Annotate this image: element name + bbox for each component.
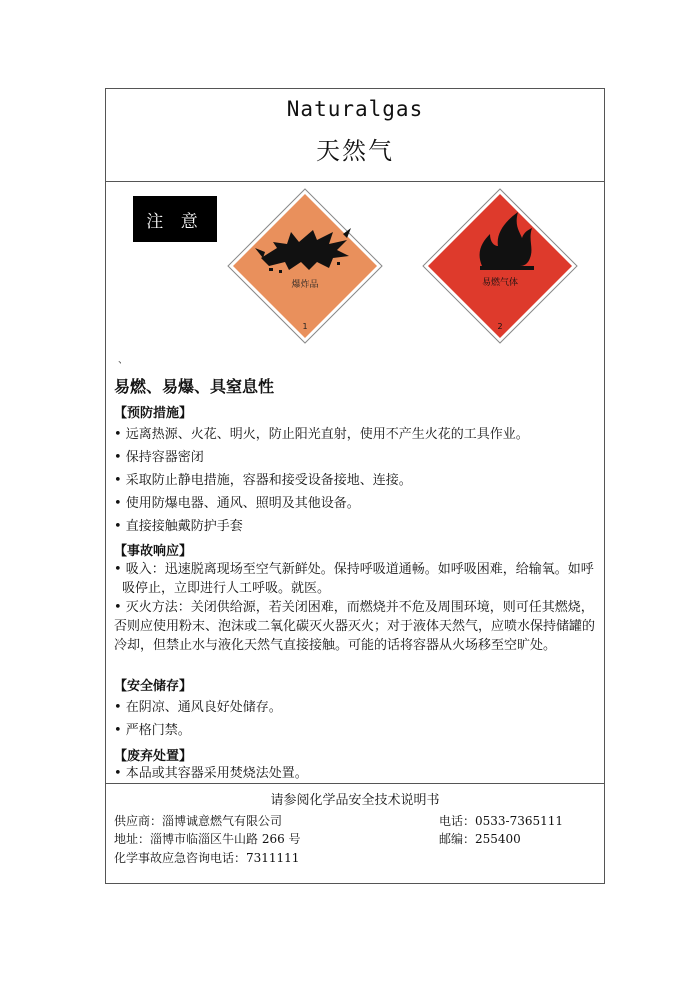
emergency-phone: 化学事故应急咨询电话：7311111 <box>114 851 300 865</box>
prevention-item: • 使用防爆电器、通风、照明及其他设备。 <box>114 496 360 511</box>
prevention-item: • 采取防止静电措施，容器和接受设备接地、连接。 <box>114 473 412 488</box>
flammable-gas-hazard-sign <box>420 186 580 346</box>
storage-item: • 在阴凉、通风良好处储存。 <box>114 700 282 715</box>
disposal-item: • 本品或其容器采用焚烧法处置。 <box>114 766 308 781</box>
label-header <box>106 89 604 182</box>
response-item: • 灭火方法：关闭供给源，若关闭困难，而燃烧并不危及周围环境，则可任其燃烧，否则应使用粉末、泡沫或二氧化碳灭火器灭火；对于液体天然气，应喷水保持储罐的冷却，但禁止水与液化天然气直接接触。可能的话将容器从火场移至空旷处。 <box>114 600 596 653</box>
disposal-heading: 【废弃处置】 <box>114 749 193 764</box>
supplier-footer <box>106 783 604 865</box>
supplier-name: 供应商：淄博诚意燃气有限公司 <box>114 814 283 828</box>
response-item: • 吸入：迅速脱离现场至空气新鲜处。保持呼吸道通畅。如呼吸困难，给输氧。如呼吸停止，立即进行人工呼吸。就医。 <box>114 562 594 596</box>
title-english: Naturalgas <box>286 97 424 121</box>
response-heading: 【事故响应】 <box>114 544 193 559</box>
prevention-item: • 远离热源、火花、明火，防止阳光直射，使用不产生火花的工具作业。 <box>114 427 529 442</box>
stray-mark: 、 <box>118 355 128 366</box>
footer-title: 请参阅化学品安全技术说明书 <box>270 793 440 808</box>
storage-item: • 严格门禁。 <box>114 723 191 738</box>
supplier-postcode: 邮编：255400 <box>439 832 521 846</box>
sign-1-number: 1 <box>302 322 308 331</box>
label-card <box>105 88 605 884</box>
title-chinese: 天然气 <box>316 137 394 165</box>
prevention-heading: 【预防措施】 <box>114 406 193 421</box>
sign-1-label: 爆炸品 <box>291 280 319 290</box>
prevention-item: • 保持容器密闭 <box>114 450 204 465</box>
storage-heading: 【安全储存】 <box>114 679 193 694</box>
explosive-hazard-sign <box>225 186 385 346</box>
notice-badge: 注 意 <box>133 196 217 242</box>
hazard-statement: 易燃、易爆、具窒息性 <box>114 377 275 396</box>
supplier-address: 地址：淄博市临淄区牛山路 266 号 <box>114 832 301 846</box>
prevention-item: • 直接接触戴防护手套 <box>114 519 243 534</box>
sign-2-label: 易燃气体 <box>481 278 519 288</box>
sign-2-number: 2 <box>497 322 503 331</box>
supplier-phone: 电话：0533-7365111 <box>439 814 564 828</box>
